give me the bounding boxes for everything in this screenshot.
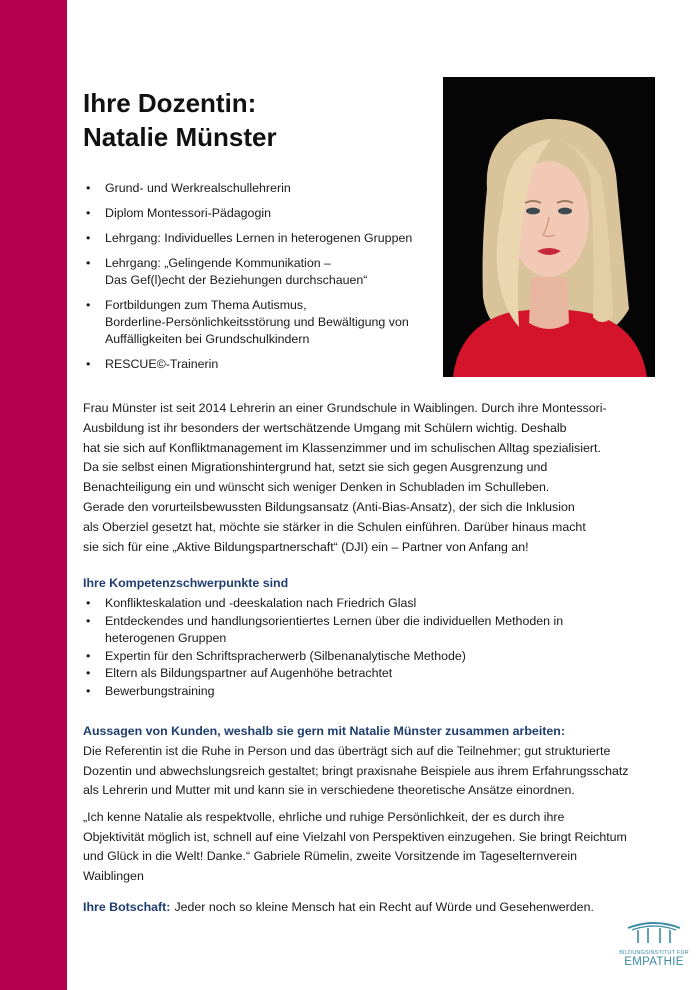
cv-item-line: Borderline-Persönlichkeitsstörung und Bewältigung von: [105, 315, 409, 329]
side-color-band: [0, 0, 67, 990]
cv-item: [86, 297, 436, 348]
bio-line: Da sie selbst einen Migrationshintergrund hat, setzt sie sich gegen Ausgrenzung und: [83, 460, 548, 475]
cv-item-line: Auffälligkeiten bei Grundschulkindern: [105, 332, 310, 346]
logo-text-line-1: BILDUNGSINSTITUT FÜR: [619, 950, 689, 956]
message-label: Ihre Botschaft:: [83, 900, 171, 914]
cv-item-line: • Fortbildungen zum Thema Autismus,: [105, 298, 307, 312]
competence-item-line: • Expertin für den Schriftspracherwerb (Silbenanalytische Methode): [105, 648, 466, 663]
competence-item: [86, 613, 646, 648]
title-line-1: Ihre Dozentin:: [83, 88, 257, 118]
quote-line: Waiblingen: [83, 868, 144, 883]
bio-line: als Oberziel gesetzt hat, möchte sie stärker in die Schulen einführen. Darüber hinaus macht: [83, 519, 586, 534]
quote-line: Objektivität möglich ist, schnell auf eine Vielzahl von Perspektiven einzugehen. Sie bringt Reichtum: [83, 829, 627, 844]
customer-quote-2: [83, 808, 658, 886]
cv-item-line: • Diplom Montessori-Pädagogin: [105, 206, 271, 220]
cv-item: [86, 205, 436, 222]
competence-heading: Ihre Kompetenzschwerpunkte sind: [83, 576, 289, 590]
quote-line: Die Referentin ist die Ruhe in Person und das überträgt sich auf die Teilnehmer; gut strukturierte: [83, 744, 611, 758]
cv-item: [86, 255, 436, 289]
page-title: [83, 86, 277, 154]
bio-line: Benachteiligung ein und wünscht sich weniger Denken in Schubladen im Schulleben.: [83, 480, 550, 495]
cv-item: [86, 230, 436, 247]
competence-item: [86, 648, 646, 666]
arch-logo-icon: [624, 918, 684, 944]
institute-logo: [618, 918, 690, 980]
bio-line: hat sie sich auf Konfliktmanagement im Klassenzimmer und im schulischen Alltag spezialisiert.: [83, 440, 601, 455]
competence-item: [86, 683, 646, 701]
message-text: Jeder noch so kleine Mensch hat ein Recht auf Würde und Gesehenwerden.: [174, 900, 594, 914]
cv-item-line: • Lehrgang: „Gelingende Kommunikation –: [105, 256, 331, 270]
cv-item-line: Das Gef(l)echt der Beziehungen durchschauen“: [105, 273, 368, 287]
cv-item: [86, 356, 436, 373]
competence-item-line: heterogenen Gruppen: [105, 631, 227, 645]
competence-item: [86, 665, 646, 683]
message-line: [83, 898, 594, 917]
competence-item: [86, 595, 646, 613]
bio-line: Ausbildung ist ihr besonders der wertschätzende Umgang mit Schülern wichtig. Deshalb: [83, 420, 567, 435]
cv-item: [86, 180, 436, 197]
competence-item-line: • Bewerbungstraining: [105, 683, 215, 698]
cv-item-line: • Grund- und Werkrealschullehrerin: [105, 181, 291, 195]
customer-quotes-heading: Aussagen von Kunden, weshalb sie gern mit Natalie Münster zusammen arbeiten:: [83, 724, 565, 738]
title-line-2: Natalie Münster: [83, 122, 277, 152]
quote-line: und Glück in die Welt! Danke.“ Gabriele Rümelin, zweite Vorsitzende im Tageselternverein: [83, 849, 578, 864]
cv-item-line: • Lehrgang: Individuelles Lernen in heterogenen Gruppen: [105, 231, 413, 245]
portrait-photo: [443, 77, 655, 377]
bio-paragraph: [83, 399, 653, 557]
logo-text-line-2: EMPATHIE: [624, 956, 684, 968]
quote-line: „Ich kenne Natalie als respektvolle, ehrliche und ruhige Persönlichkeit, der es durch ihre: [83, 810, 565, 824]
quote-line: Dozentin und abwechslungsreich gestaltet; bringt praxisnahe Beispiele aus ihrem Erfahrungsschatz: [83, 763, 629, 778]
portrait-illustration: [443, 77, 655, 377]
customer-quote-1: [83, 742, 658, 801]
bio-line: Gerade den vorurteilsbewussten Bildungsansatz (Anti-Bias-Ansatz), der sich die Inklusion: [83, 499, 575, 514]
cv-item-line: • RESCUE©-Trainerin: [105, 357, 219, 371]
competence-list: [86, 595, 646, 700]
competence-item-line: • Konflikteskalation und -deeskalation nach Friedrich Glasl: [105, 596, 417, 610]
competence-item-line: • Eltern als Bildungspartner auf Augenhöhe betrachtet: [105, 666, 393, 680]
bio-line: sie sich für eine „Aktive Bildungspartnerschaft“ (DJI) ein – Partner von Anfang an!: [83, 539, 529, 554]
quote-line: als Lehrerin und Mutter mit und kann sie in verschiedene theoretische Ansätze einordnen.: [83, 783, 575, 798]
bio-line: Frau Münster ist seit 2014 Lehrerin an einer Grundschule in Waiblingen. Durch ihre Montessori-: [83, 401, 607, 415]
cv-list: [86, 180, 436, 381]
competence-item-line: • Entdeckendes und handlungsorientiertes Lernen über die individuellen Methoden in: [105, 613, 564, 628]
